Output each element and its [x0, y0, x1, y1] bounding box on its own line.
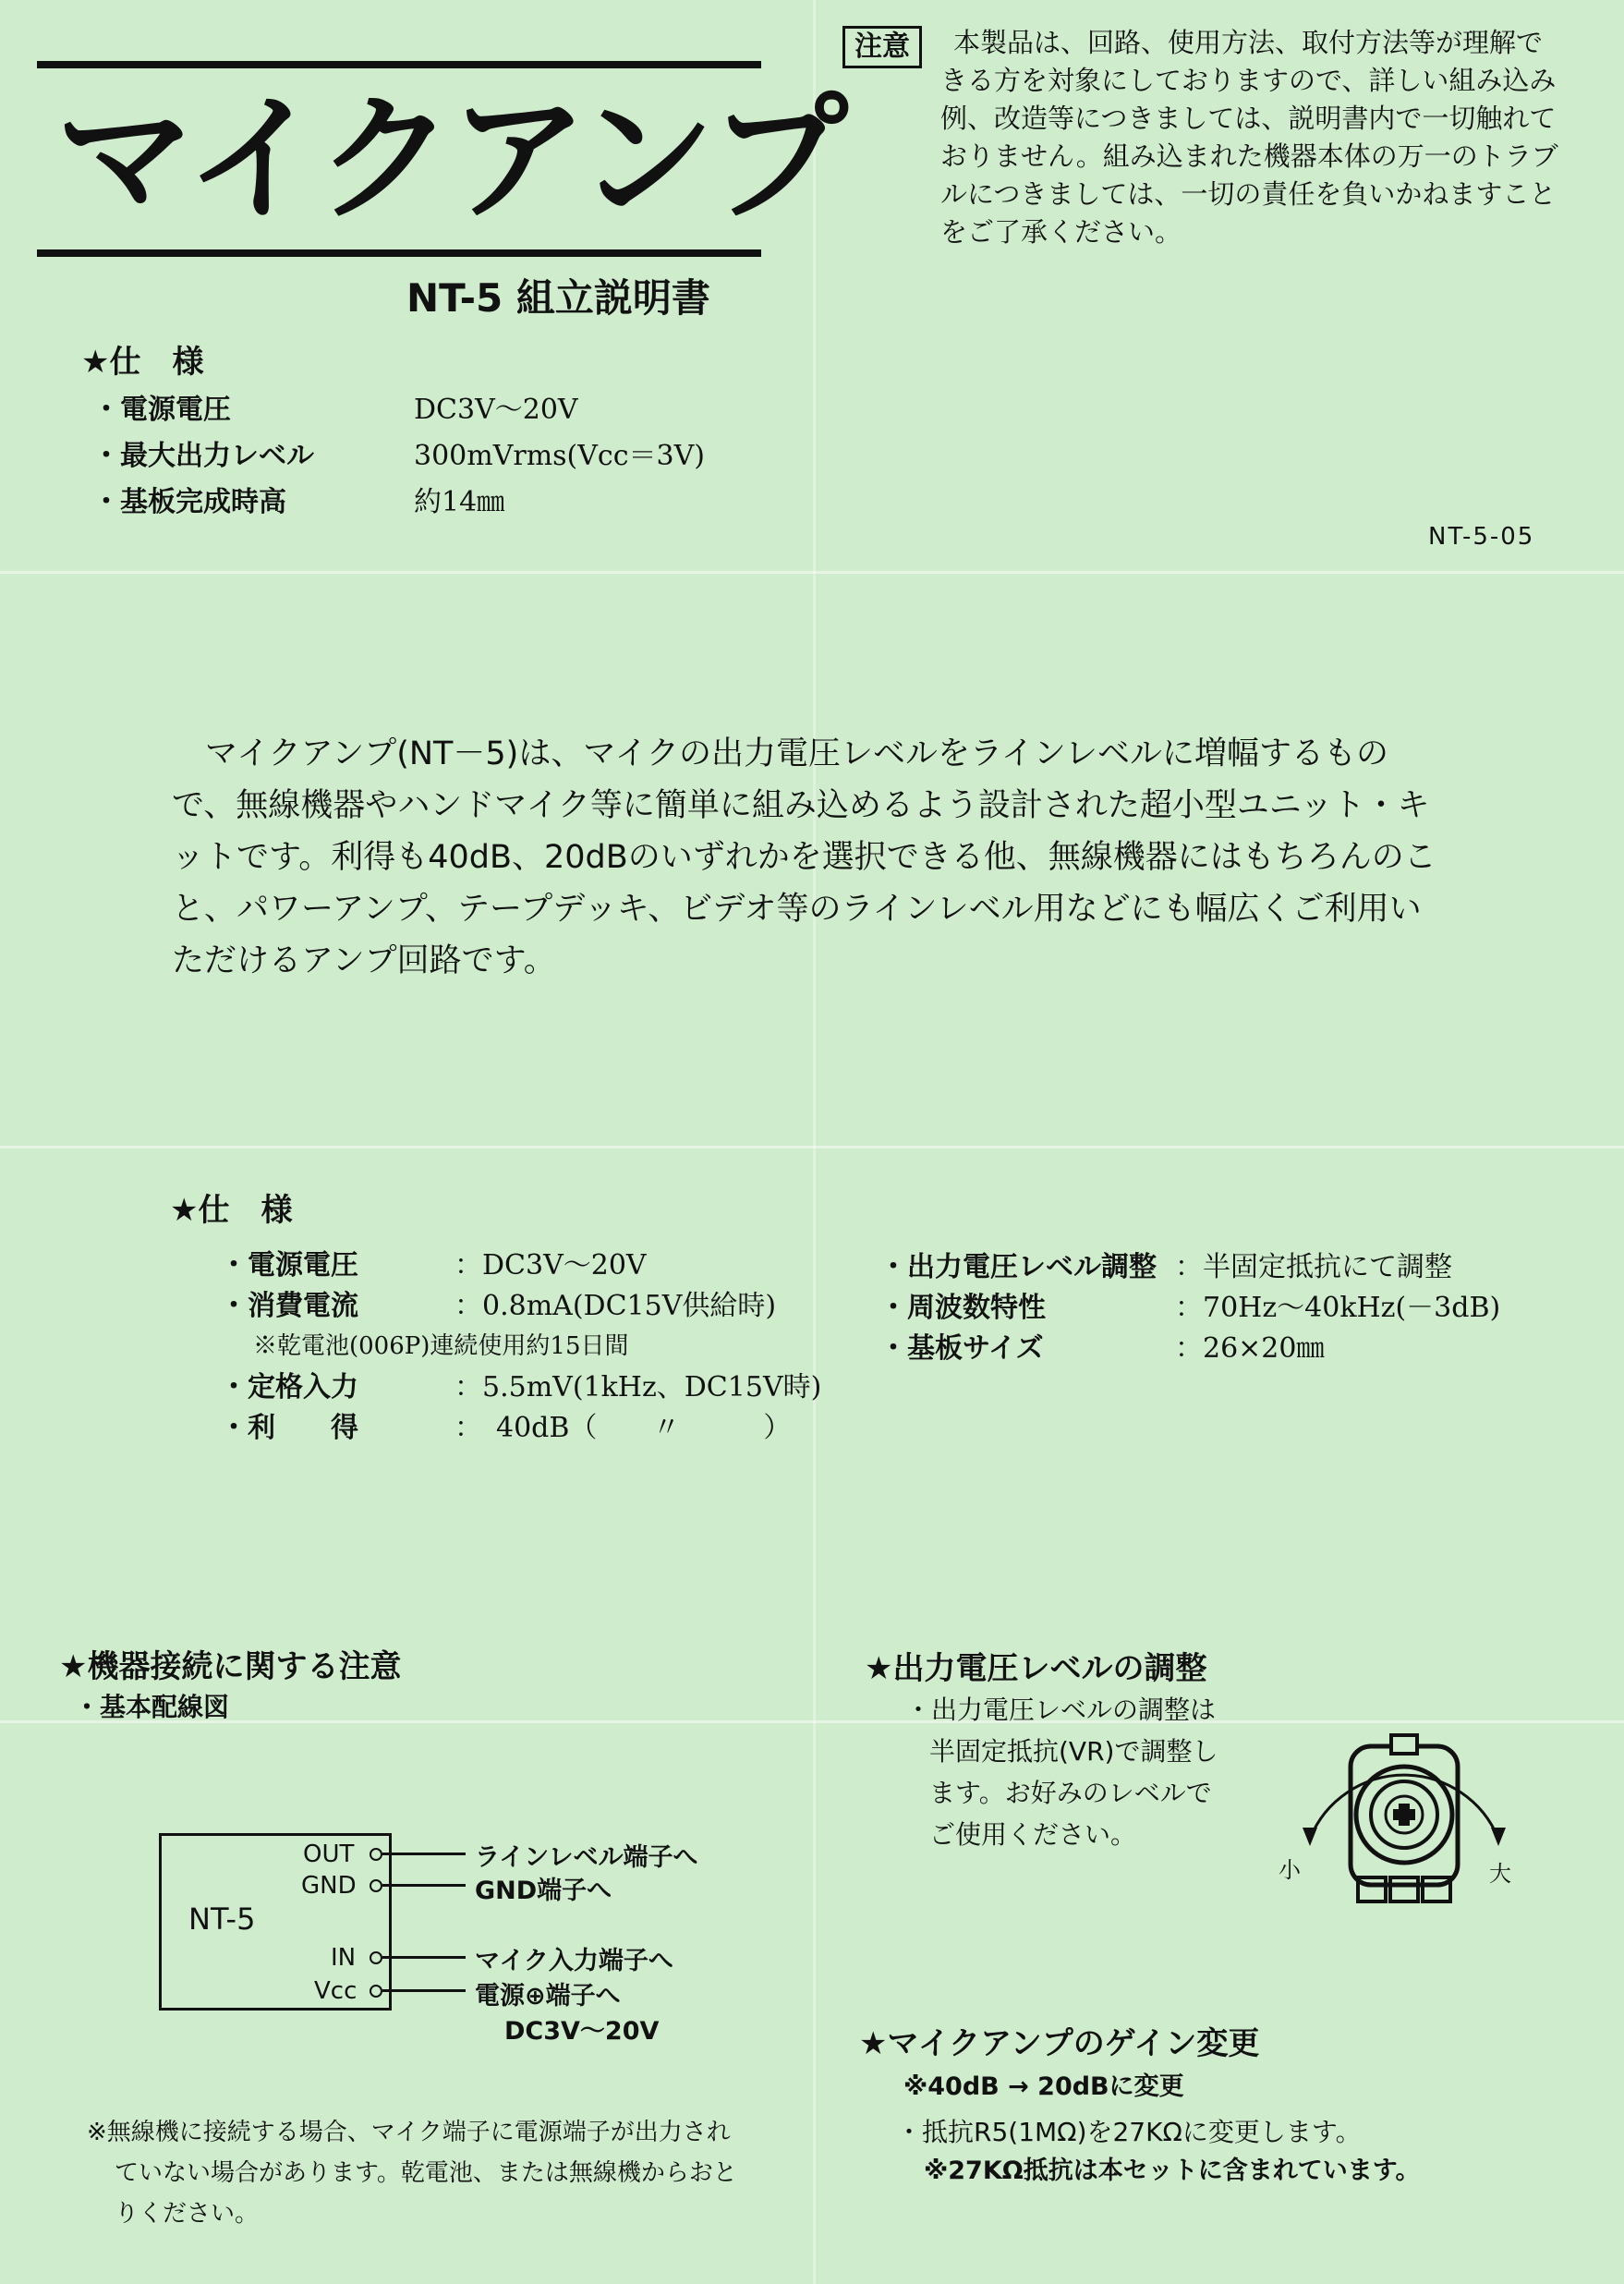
spec-top-value: 約14㎜ [414, 486, 505, 518]
spec-main-label: ・定格入力 [220, 1371, 358, 1403]
spec-main-value: ：5.5mV(1kHz、DC15V時) [454, 1371, 822, 1403]
spec-main-label: ・電源電圧 [220, 1249, 358, 1282]
terminal-vcc-dest: 電源⊕端子へ [475, 1982, 621, 2011]
wire-gnd [382, 1884, 466, 1887]
doc-number: NT-5-05 [1428, 523, 1535, 551]
level-small-label: 小 [1279, 1857, 1301, 1883]
spec-top-label: ・最大出力レベル [92, 440, 314, 472]
wire-in [382, 1956, 466, 1959]
spec-main-label: ・周波数特性 [879, 1292, 1046, 1324]
spec-main-label: ・利 得 [220, 1412, 358, 1444]
terminal-gnd-label: GND [301, 1872, 357, 1900]
terminal-out-label: OUT [303, 1841, 355, 1868]
spec-top-value: 300mVrms(Vcc＝3V) [414, 440, 705, 472]
terminal-vcc-voltage: DC3V〜20V [504, 2017, 660, 2046]
terminal-out-dot [370, 1848, 382, 1861]
spec-main-value: ：半固定抵抗にて調整 [1175, 1251, 1452, 1283]
connection-note: ※無線機に接続する場合、マイク端子に電源端子が出力されていない場合があります。乾電池、または無線機からおとりください。 [87, 2119, 737, 2228]
spec-main-note: ※乾電池(006P)連続使用約15日間 [253, 1332, 629, 1360]
level-adjust-text: ・出力電圧レベルの調整は半固定抵抗(VR)で調整します。お好みのレベルでご使用ください。 [905, 1695, 1218, 1850]
spec-main-label: ・基板サイズ [879, 1332, 1044, 1365]
level-large-label: 大 [1489, 1861, 1511, 1887]
page-title: マイクアンプ [55, 79, 843, 240]
spec-main-value: ：0.8mA(DC15V供給時) [454, 1290, 777, 1322]
spec-main-label: ・出力電圧レベル調整 [879, 1251, 1157, 1283]
terminal-in-dest: マイク入力端子へ [475, 1947, 673, 1975]
connection-heading: ★機器接続に関する注意 [59, 1648, 402, 1685]
spec-top-label: ・電源電圧 [92, 394, 231, 426]
level-adjust-heading: ★出力電圧レベルの調整 [865, 1650, 1207, 1687]
intro-text: マイクアンプ(NT－5)は、マイクの出力電圧レベルをラインレベルに増幅するもので、無線機器やハンドマイク等に簡単に組み込めるよう設計された超小型ユニット・キットです。利得も40dB、20dBのいずれかを選択できる他、無線機器にはもちろんのこと、パワーアンプ、テープデッキ、ビデオ等のラインレベル用などにも幅広くご利用いただけるアンプ回路です。 [172, 735, 1436, 979]
spec-main-value: ：26×20㎜ [1175, 1332, 1325, 1365]
wire-vcc [382, 1989, 466, 1992]
terminal-in-label: IN [331, 1944, 357, 1972]
terminal-vcc-dot [370, 1985, 382, 1998]
gain-change-note: ※27KΩ抵抗は本セットに含まれています。 [924, 2156, 1421, 2185]
connection-subheading: ・基本配線図 [74, 1692, 230, 1722]
title-rule-top [37, 61, 761, 68]
page-subtitle: NT-5 組立説明書 [406, 275, 710, 321]
terminal-vcc-label: Vcc [314, 1977, 358, 2005]
terminal-gnd-dot [370, 1879, 382, 1892]
paper-fold [0, 571, 1624, 574]
spec-top-label: ・基板完成時高 [92, 486, 286, 518]
spec-main-heading: ★仕 様 [170, 1192, 293, 1229]
spec-main-value: ： 40dB（ 〃 ） [454, 1412, 792, 1444]
spec-top-value: DC3V〜20V [414, 394, 578, 426]
wire-out [382, 1853, 466, 1855]
paper-fold [0, 1146, 1624, 1148]
spec-main-value: ：70Hz〜40kHz(－3dB) [1175, 1292, 1501, 1324]
terminal-gnd-dest: GND端子へ [475, 1877, 612, 1905]
terminal-out-dest: ラインレベル端子へ [475, 1843, 698, 1872]
spec-main-label: ・消費電流 [220, 1290, 358, 1322]
paper-fold [813, 0, 816, 2284]
gain-change-text: ・抵抗R5(1MΩ)を27KΩに変更します。 [896, 2117, 1362, 2147]
notice-text: 本製品は、回路、使用方法、取付方法等が理解できる方を対象にしておりますので、詳しい組み込み例、改造等につきましては、説明書内で一切触れておりません。組み込まれた機器本体の万一のトラブルにつきましては、一切の責任を負いかねますことをご了承ください。 [940, 27, 1558, 248]
title-rule-bottom [37, 249, 761, 257]
wiring-module-label: NT-5 [188, 1901, 256, 1937]
trimmer-resistor-icon [1275, 1719, 1533, 1931]
spec-top-heading: ★仕 様 [81, 344, 204, 381]
notice-label: 注意 [842, 26, 922, 68]
gain-change-subheading: ※40dB → 20dBに変更 [903, 2072, 1184, 2101]
spec-main-value: ：DC3V〜20V [454, 1249, 647, 1282]
gain-change-heading: ★マイクアンプのゲイン変更 [859, 2025, 1260, 2062]
terminal-in-dot [370, 1951, 382, 1964]
